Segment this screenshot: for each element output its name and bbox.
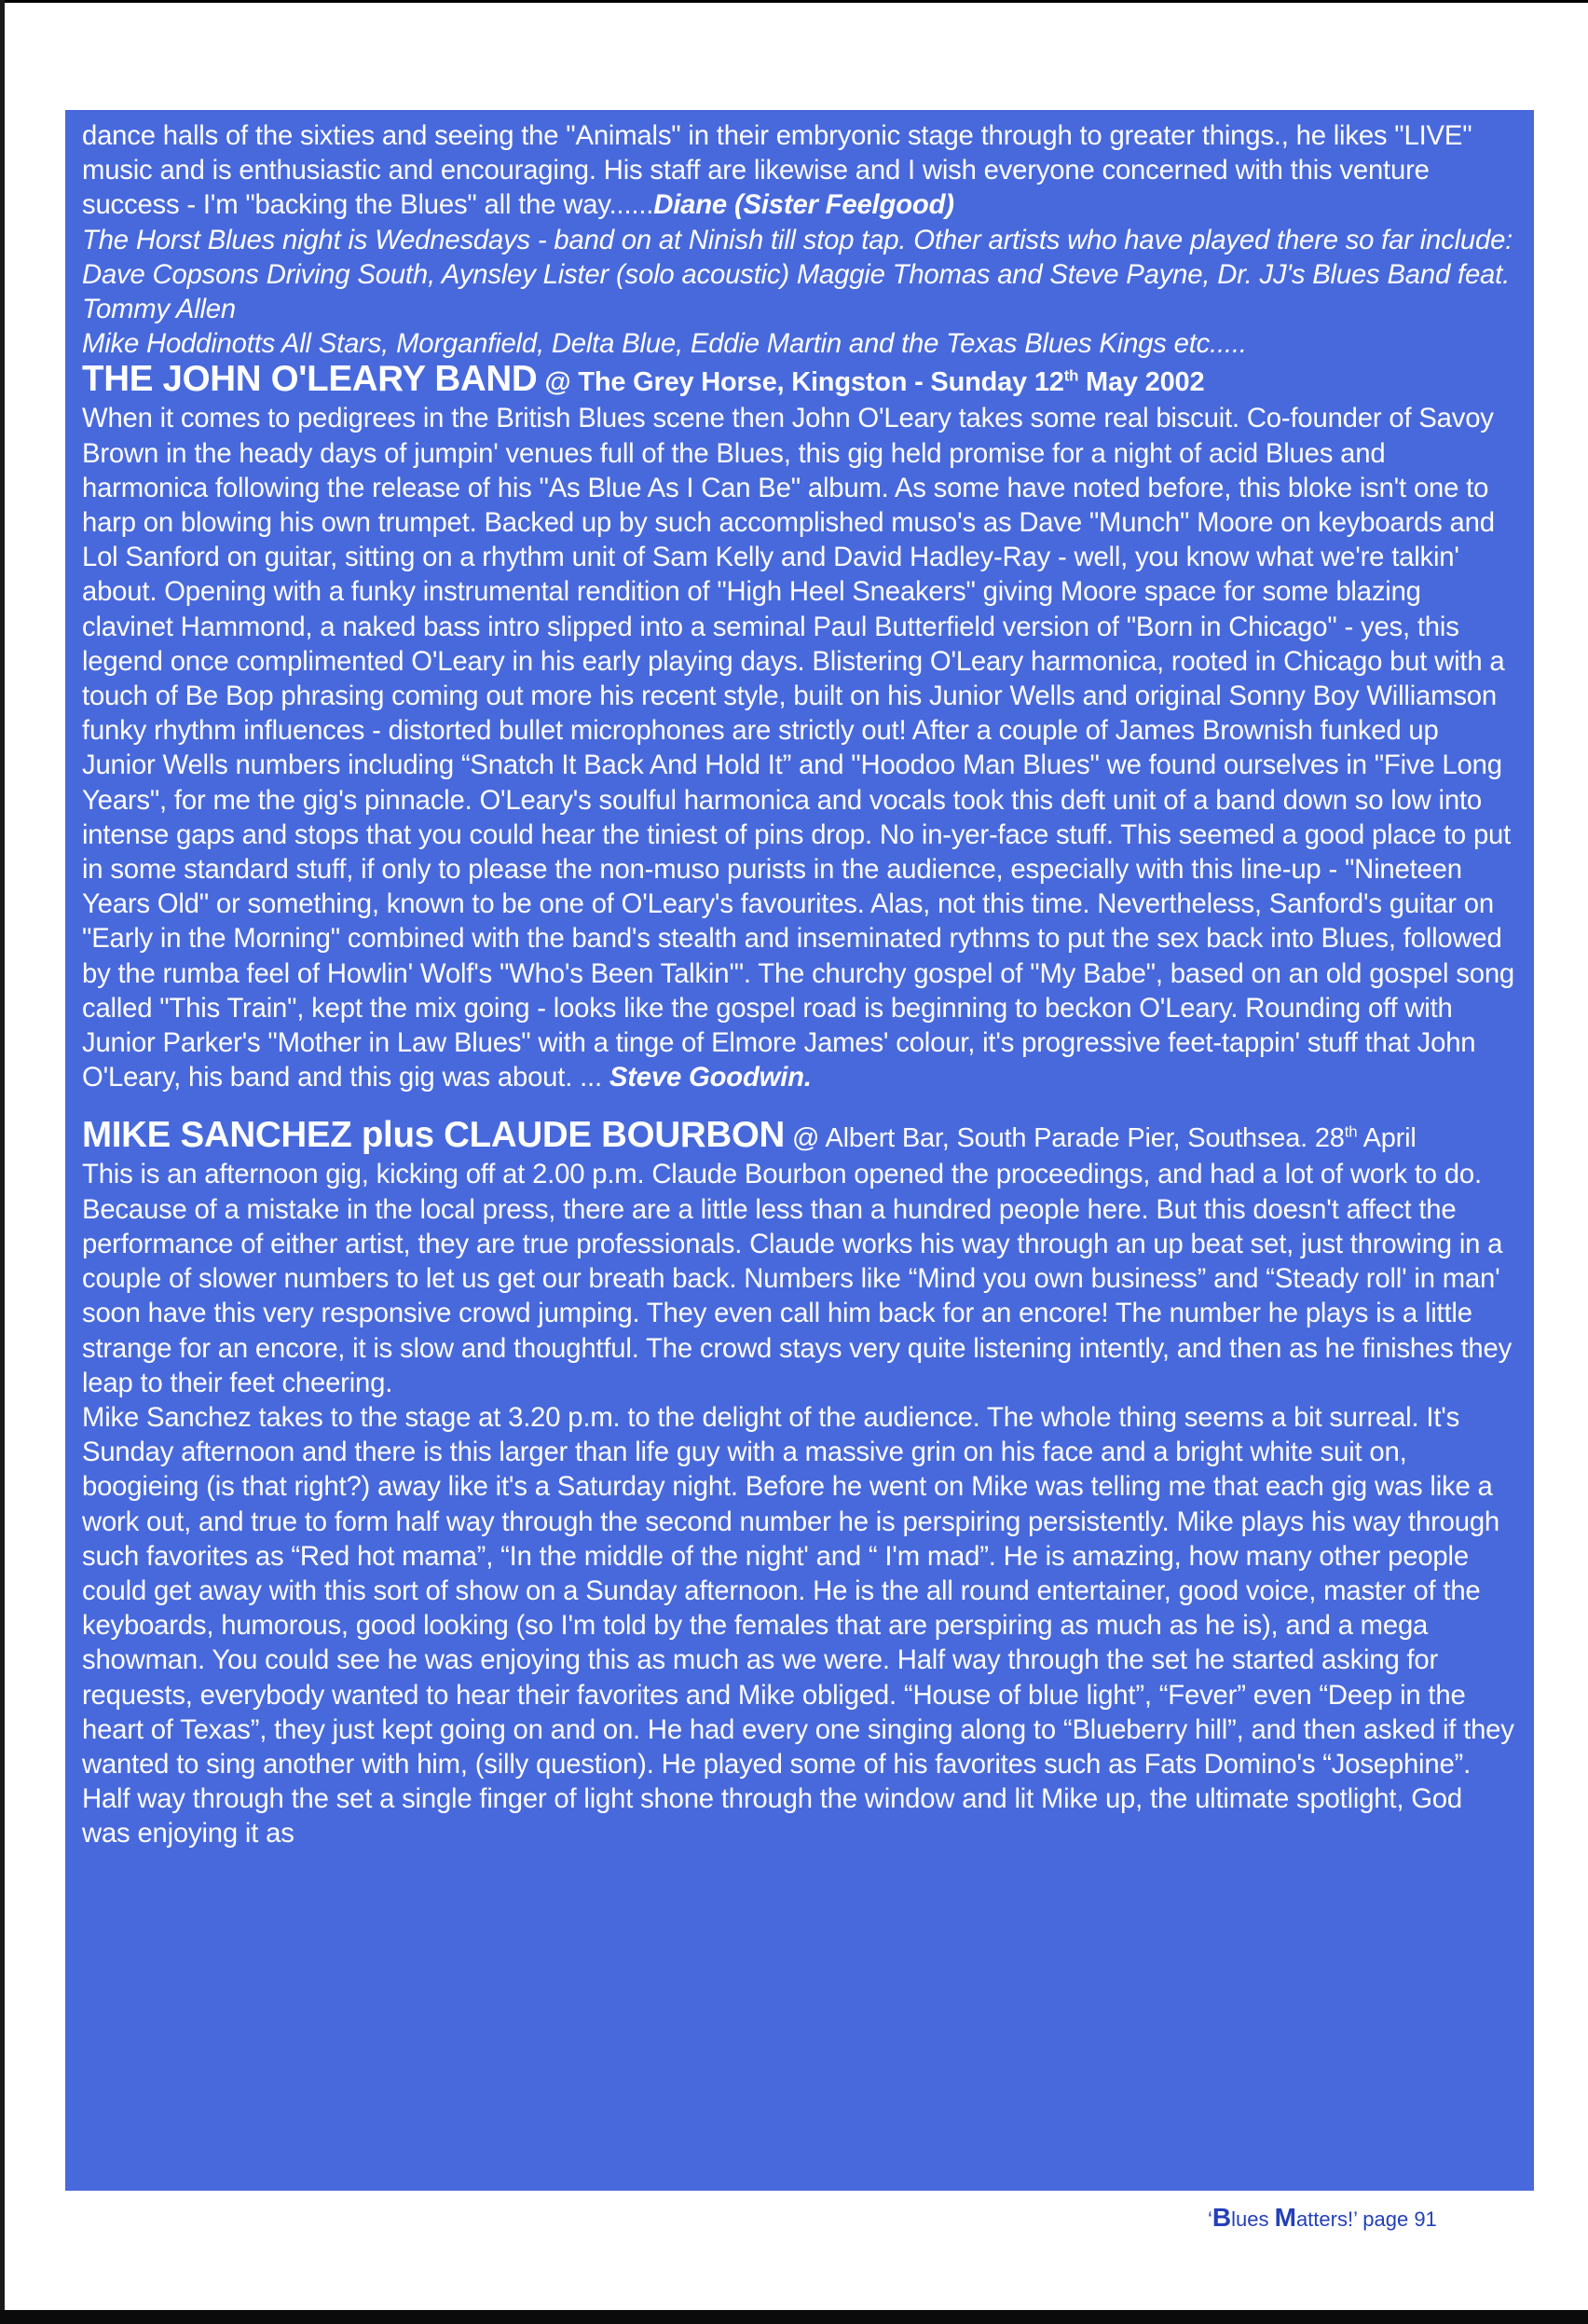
page-number: page 91 — [1357, 2207, 1437, 2231]
bottom-border — [0, 2310, 1588, 2324]
intro-paragraph — [82, 118, 1517, 223]
page-footer: ‘Blues Matters!’ page 91 — [1208, 2203, 1437, 2232]
venue-note: The Horst Blues night is Wednesdays - band on at Ninish till stop tap. Other artists who have played there so far include: Dave Copsons Driving South, Aynsley Lister (solo acoustic) Maggie Thomas and Steve Payne, Dr. JJ's Blues Band feat. Tommy Allen — [82, 224, 1513, 325]
review1-band: THE JOHN O'LEARY BAND — [82, 359, 538, 400]
review1-venue: @ The Grey Horse, Kingston - Sunday 12th May 2002 — [544, 366, 1205, 398]
section-gap — [82, 1094, 1517, 1117]
review1-heading — [82, 361, 1517, 401]
intro-signature: Diane (Sister Feelgood) — [653, 189, 954, 221]
review2-heading — [82, 1117, 1517, 1157]
review2-band: MIKE SANCHEZ plus CLAUDE BOURBON — [82, 1115, 785, 1156]
artists-line: Mike Hoddinotts All Stars, Morganfield, Delta Blue, Eddie Martin and the Texas Blues Kings etc..... — [82, 328, 1247, 360]
article-panel — [65, 110, 1534, 2191]
review2-para1: This is an afternoon gig, kicking off at 2.00 p.m. Claude Bourbon opened the proceedings, and had a lot of work to do. Because of a mistake in the local press, there are a little less than a hundred people here. But this doesn't affect the performance of either artist, they are true professionals. Claude works his way through an up beat set, just throwing in a couple of slower numbers to let us get our breath back. Numbers like “Mind you own business” and “Steady roll' in man' soon have this very responsive crowd jumping. They even call him back for an encore! The number he plays is a little strange for an encore, it is slow and thoughtful. The crowd stays very quite listening intently, and then as he finishes they leap to their feet cheering. — [82, 1159, 1513, 1398]
left-border — [0, 0, 5, 2324]
review1-signature: Steve Goodwin. — [609, 1062, 812, 1093]
review1-body — [82, 401, 1517, 1094]
intro-text: dance halls of the sixties and seeing the "Animals" in their embryonic stage through to greater things., he likes "LIVE" music and is enthusiastic and encouraging. His staff are likewise and I wish everyone concerned with this venture success - I'm "backing the Blues" all the way...... — [82, 120, 1472, 221]
review2-venue: @ Albert Bar, South Parade Pier, Southsea. 28th April — [791, 1122, 1417, 1154]
top-border — [0, 0, 1588, 3]
review1-text: When it comes to pedigrees in the British Blues scene then John O'Leary takes some real biscuit. Co-founder of Savoy Brown in the heady days of jumpin' venues full of the Blues, this gig held promise for a night of acid Blues and harmonica following the release of his "As Blue As I Can Be" album. As some have noted before, this bloke isn't one to harp on blowing his own trumpet. Backed up by such accomplished muso's as Dave "Munch" Moore on keyboards and Lol Sanford on guitar, sitting on a rhythm unit of Sam Kelly and David Hadley-Ray - well, you know what we're talkin' about. Opening with a funky instrumental rendition of "High Heel Sneakers" giving Moore space for some blazing clavinet Hammond, a naked bass intro slipped into a seminal Paul Butterfield version of "Born in Chicago" - yes, this legend once complimented O'Leary in his early playing days. Blistering O'Leary harmonica, rooted in Chicago but with a touch of Be Bop phrasing coming out more his recent style, built on his Junior Wells and original Sonny Boy Williamson funky rhythm influences - distorted bullet microphones are strictly out! After a couple of James Brownish funked up Junior Wells numbers including “Snatch It Back And Hold It” and "Hoodoo Man Blues" we found ourselves in "Five Long Years", for me the gig's pinnacle. O'Leary's soulful harmonica and vocals took this deft unit of a band down so low into intense gaps and stops that you could hear the tiniest of pins drop. No in-yer-face stuff. This seemed a good place to put in some standard stuff, if only to please the non-muso purists in the audience, especially with this line-up - "Nineteen Years Old" or something, known to be one of O'Leary's favourites. Alas, not this time. Nevertheless, Sanford's guitar on "Early in the Morning" combined with the band's stealth and inseminated rythms to put the sex back into Blues, followed by the rumba feel of Howlin' Wolf's "Who's Been Talkin'". The churchy gospel of "My Babe", based on an old gospel song called "This Train", kept the mix going - looks like the gospel road is beginning to beckon O'Leary. Rounding off with Junior Parker's "Mother in Law Blues" with a tinge of Elmore James' colour, it's progressive feet-tappin' stuff that John O'Leary, his band and this gig was about. ... — [82, 403, 1515, 1093]
review2-para2: Mike Sanchez takes to the stage at 3.20 p.m. to the delight of the audience. The whole thing seems a bit surreal. It's Sunday afternoon and there is this larger than life guy with a massive grin on his face and a bright white suit on, boogieing (is that right?) away like it's a Saturday night. Before he went on Mike was telling me that each gig was like a work out, and true to form half way through the second number he is perspiring persistently. Mike plays his way through such favorites as “Red hot mama”, “In the middle of the night' and “ I'm mad”. He is amazing, how many other people could get away with this sort of show on a Sunday afternoon. He is the all round entertainer, good voice, master of the keyboards, humorous, good looking (so I'm told by the females that are perspiring as much as he is), and a mega showman. You could see he was enjoying this as much as we were. Half way through the set he started asking for requests, everybody wanted to hear their favorites and Mike obliged. “House of blue light”, “Fever” even “Deep in the heart of Texas”, they just kept going on and on. He had every one singing along to “Blueberry hill”, and then asked if they wanted to sing another with him, (silly question). He played some of his favorites such as Fats Domino's “Josephine”. Half way through the set a single finger of light shone through the window and lit Mike up, the ultimate spotlight, God was enjoying it as — [82, 1401, 1514, 1850]
